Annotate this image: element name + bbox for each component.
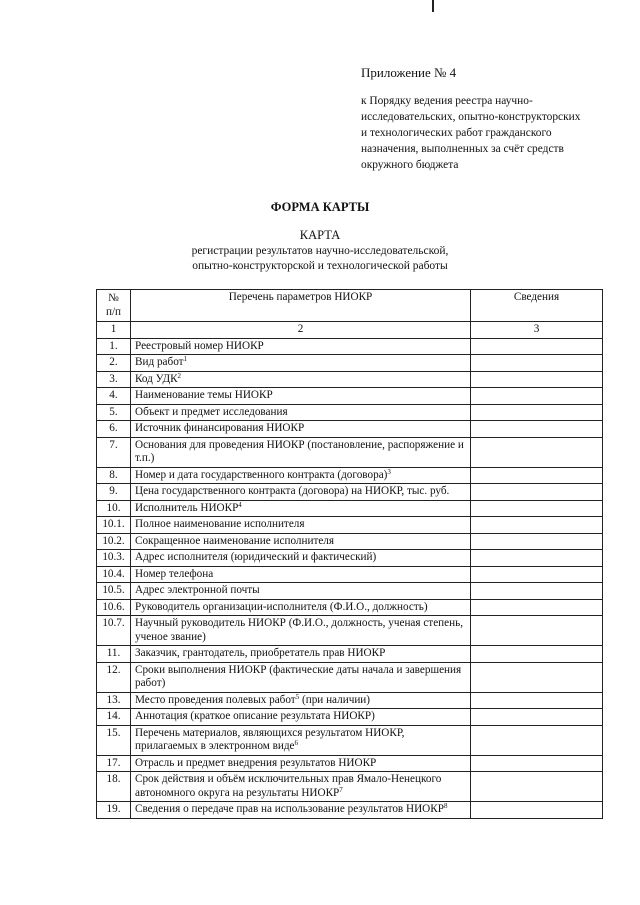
table-row (97, 338, 603, 355)
row-number: 9. (97, 484, 131, 501)
footnote-marker: 7 (339, 785, 343, 794)
table-row (97, 583, 603, 600)
table-row (97, 388, 603, 405)
parameter-text: Адрес электронной почты (135, 584, 260, 596)
table-row (97, 533, 603, 550)
row-info-cell[interactable] (471, 662, 603, 692)
table-row (97, 599, 603, 616)
footnote-marker: 1 (183, 355, 188, 363)
row-number: 13. (97, 692, 131, 709)
row-info-cell[interactable] (471, 646, 603, 663)
row-info-cell[interactable] (471, 355, 603, 372)
parameter-text: Номер и дата государственного контракта (договора) (135, 468, 388, 481)
header-parameters: Перечень параметров НИОКР (131, 290, 471, 322)
row-number: 10. (97, 500, 131, 517)
parameter-text: Объект и предмет исследования (135, 405, 288, 418)
table-row (97, 500, 603, 517)
table-row (97, 550, 603, 567)
table-row (97, 404, 603, 421)
row-parameter (131, 550, 471, 567)
footnote-marker: 8 (443, 802, 448, 810)
row-parameter (131, 421, 471, 438)
parameter-text: Реестровый номер НИОКР (135, 339, 264, 352)
table-index-row (97, 322, 603, 339)
row-number: 3. (97, 371, 131, 388)
footnote-marker: 4 (238, 500, 242, 509)
row-parameter (131, 355, 471, 372)
row-parameter (131, 533, 471, 550)
footnote-marker: 2 (177, 371, 182, 380)
row-number: 7. (97, 437, 131, 467)
parameter-text: Сведения о передаче прав на использование результатов НИОКР (135, 803, 444, 815)
row-info-cell[interactable] (471, 802, 603, 819)
row-info-cell[interactable] (471, 583, 603, 600)
row-number: 17. (97, 755, 131, 772)
table-row (97, 709, 603, 726)
row-number: 10.5. (97, 583, 131, 600)
row-parameter (131, 755, 471, 772)
preamble-line: назначения, выполненных за счёт средств (361, 143, 564, 155)
parameter-text: Срок действия и объём исключительных прав Ямало-Ненецкого автономного округа на результаты НИОКР (135, 773, 442, 799)
table-row (97, 371, 603, 388)
row-number: 6. (97, 421, 131, 438)
row-info-cell[interactable] (471, 772, 603, 802)
row-parameter (131, 772, 471, 802)
row-number: 19. (97, 802, 131, 819)
row-info-cell[interactable] (471, 709, 603, 726)
table-row (97, 566, 603, 583)
footnote-marker: 3 (387, 467, 391, 476)
parameter-text: Научный руководитель НИОКР (Ф.И.О., должность, ученая степень, ученое звание) (135, 617, 464, 643)
row-info-cell[interactable] (471, 338, 603, 355)
footnote-marker: 5 (295, 692, 300, 701)
parameter-text: Перечень материалов, являющихся результатом НИОКР, прилагаемых в электронном виде (135, 726, 405, 752)
table-row (97, 692, 603, 709)
row-number: 14. (97, 709, 131, 726)
preamble-line: окружного бюджета (361, 159, 459, 171)
row-number: 2. (97, 355, 131, 372)
parameter-tail: (при наличии) (299, 693, 371, 706)
parameter-text: Сокращенное наименование исполнителя (135, 534, 335, 547)
row-parameter (131, 616, 471, 646)
header-number: № п/п (97, 290, 131, 322)
row-parameter (131, 725, 471, 755)
table-row (97, 421, 603, 438)
row-number: 10.7. (97, 616, 131, 646)
row-number: 10.4. (97, 566, 131, 583)
table-row (97, 467, 603, 484)
row-parameter (131, 437, 471, 467)
parameter-text: Отрасль и предмет внедрения результатов НИОКР (135, 756, 377, 769)
row-info-cell[interactable] (471, 566, 603, 583)
row-info-cell[interactable] (471, 599, 603, 616)
row-info-cell[interactable] (471, 484, 603, 501)
row-info-cell[interactable] (471, 755, 603, 772)
index-cell: 2 (131, 322, 471, 339)
preamble-line: и технологических работ гражданского (361, 127, 552, 139)
index-cell: 3 (471, 322, 603, 339)
parameter-text: Место проведения полевых работ (135, 693, 296, 706)
parameter-text: Руководитель организации-исполнителя (Ф.И.О., должность) (135, 600, 428, 613)
row-parameter (131, 500, 471, 517)
table-row (97, 484, 603, 501)
row-number: 10.6. (97, 599, 131, 616)
table-row (97, 616, 603, 646)
table-row (97, 355, 603, 372)
row-info-cell[interactable] (471, 533, 603, 550)
row-parameter (131, 371, 471, 388)
row-parameter (131, 467, 471, 484)
parameter-text: Заказчик, грантодатель, приобретатель прав НИОКР (135, 647, 386, 659)
table-row (97, 772, 603, 802)
table-row (97, 437, 603, 467)
preamble-line: исследовательских, опытно-конструкторских (361, 111, 581, 123)
card-title: КАРТА (299, 228, 341, 242)
row-info-cell[interactable] (471, 421, 603, 438)
parameter-text: Вид работ (135, 356, 184, 368)
parameter-text: Код УДК (135, 372, 178, 385)
row-parameter (131, 646, 471, 663)
row-info-cell[interactable] (471, 500, 603, 517)
row-number: 18. (97, 772, 131, 802)
table-row (97, 646, 603, 663)
row-info-cell[interactable] (471, 725, 603, 755)
parameter-text: Аннотация (краткое описание результата НИОКР) (135, 710, 375, 722)
parameter-text: Полное наименование исполнителя (135, 518, 305, 530)
row-number: 8. (97, 467, 131, 484)
row-parameter (131, 517, 471, 534)
row-number: 1. (97, 338, 131, 355)
parameter-text: Адрес исполнителя (юридический и фактический) (135, 551, 377, 563)
row-number: 11. (97, 646, 131, 663)
parameter-text: Исполнитель НИОКР (135, 501, 239, 514)
table-row (97, 725, 603, 755)
form-title: ФОРМА КАРТЫ (270, 200, 370, 214)
row-parameter (131, 583, 471, 600)
registration-table (96, 289, 603, 819)
row-parameter (131, 802, 471, 819)
row-info-cell[interactable] (471, 517, 603, 534)
table-row (97, 662, 603, 692)
row-number: 10.2. (97, 533, 131, 550)
row-parameter (131, 388, 471, 405)
table-row (97, 517, 603, 534)
preamble (361, 93, 631, 173)
row-parameter (131, 692, 471, 709)
row-parameter (131, 662, 471, 692)
parameter-text: Цена государственного контракта (договора) на НИОКР, тыс. руб. (135, 485, 450, 497)
row-number: 10.1. (97, 517, 131, 534)
row-parameter (131, 404, 471, 421)
header-info: Сведения (471, 290, 603, 322)
parameter-text: Наименование темы НИОКР (135, 389, 273, 401)
row-number: 15. (97, 725, 131, 755)
row-number: 10.3. (97, 550, 131, 567)
row-parameter (131, 338, 471, 355)
row-info-cell[interactable] (471, 404, 603, 421)
table-row (97, 802, 603, 819)
row-info-cell[interactable] (471, 371, 603, 388)
appendix-label: Приложение № 4 (361, 65, 457, 80)
parameter-text: Сроки выполнения НИОКР (фактические даты начала и завершения работ) (135, 663, 462, 689)
table-row (97, 755, 603, 772)
preamble-line: к Порядку ведения реестра научно- (361, 95, 533, 107)
table-header-row (97, 290, 603, 322)
card-subtitle (0, 244, 640, 274)
footnote-marker: 6 (294, 739, 299, 747)
row-info-cell[interactable] (471, 388, 603, 405)
row-parameter (131, 484, 471, 501)
row-parameter (131, 566, 471, 583)
parameter-text: Основания для проведения НИОКР (постановление, распоряжение и т.п.) (135, 438, 464, 464)
row-info-cell[interactable] (471, 467, 603, 484)
top-edge-mark (432, 0, 434, 12)
row-parameter (131, 709, 471, 726)
row-info-cell[interactable] (471, 692, 603, 709)
index-cell: 1 (97, 322, 131, 339)
row-number: 5. (97, 404, 131, 421)
row-parameter (131, 599, 471, 616)
card-subtitle-line: опытно-конструкторской и технологической работы (192, 260, 448, 272)
card-subtitle-line: регистрации результатов научно-исследовательской, (191, 245, 449, 257)
row-number: 12. (97, 662, 131, 692)
parameter-text: Источник финансирования НИОКР (135, 422, 305, 434)
row-info-cell[interactable] (471, 616, 603, 646)
row-info-cell[interactable] (471, 550, 603, 567)
row-info-cell[interactable] (471, 437, 603, 467)
parameter-text: Номер телефона (135, 567, 214, 580)
row-number: 4. (97, 388, 131, 405)
